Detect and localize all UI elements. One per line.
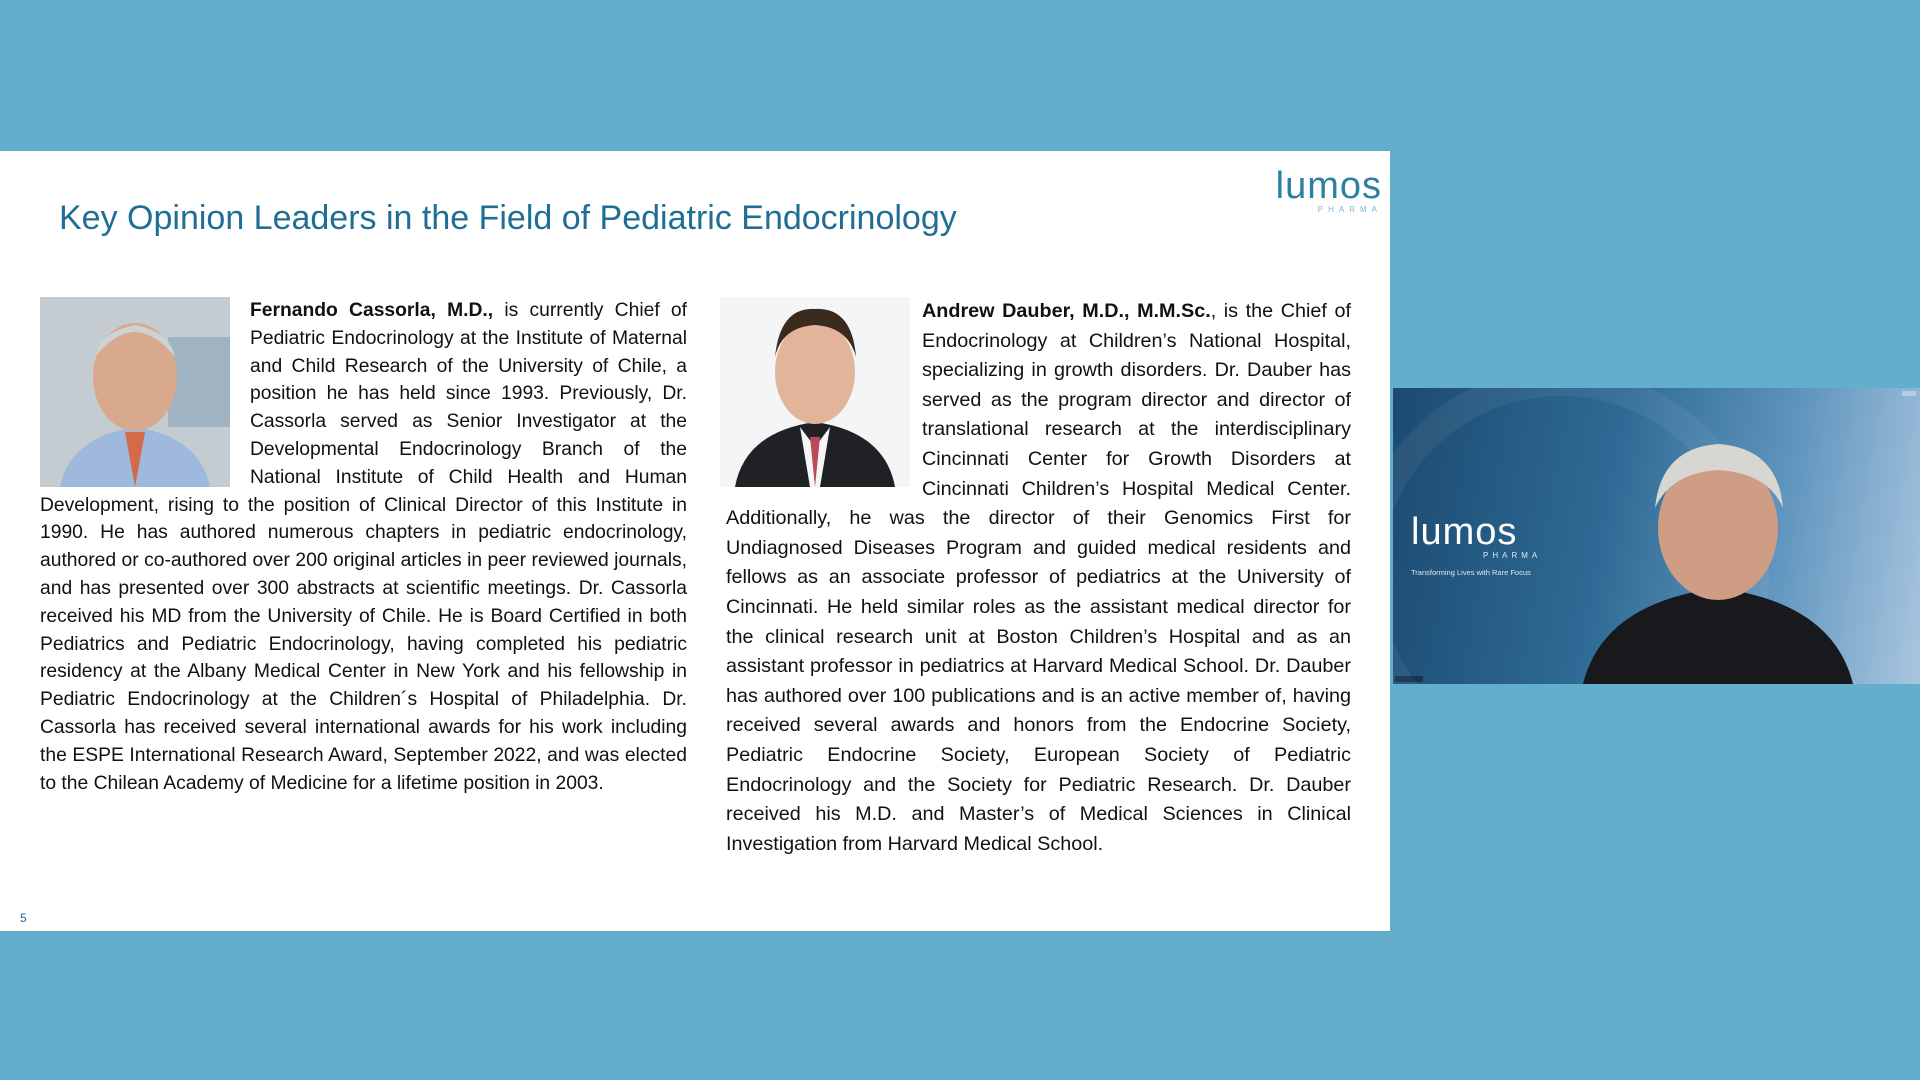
video-logo-sub: PHARMA [1483,551,1542,560]
lumos-logo [1276,167,1382,215]
dauber-name: Andrew Dauber, M.D., M.M.Sc. [922,300,1211,322]
dauber-bio-text: , is the Chief of Endocrinology at Children’s National Hospital, specializing in growth disorders. Dr. Dauber has served as the program director and director of translational research at the interdisciplinary Cincinnati Center for Growth Disorders at Cincinnati Children’s Hospital Medical Center. Additionally, he was the director of their Genomics First for Undiagnosed Diseases Program and guided medical residents and fellows as an associate professor of pediatrics at the University of Cincinnati. He held similar roles as the assistant medical director for the clinical research unit at Boston Children’s Hospital and as an assistant professor in pediatrics at Harvard Medical School. Dr. Dauber has authored over 100 publications and is an active member of, having received several awards and honors from the Endocrine Society, Pediatric Endocrine Society, European Society of Pediatric Endocrinology and the Society for Pediatric Research. Dr. Dauber received his M.D. and Master’s of Medical Sciences in Clinical Investigation from Harvard Medical School. [726,300,1351,855]
participant-name-tag [1395,676,1423,682]
video-logo [1411,513,1541,577]
speaker-avatar [1543,428,1893,684]
cassorla-photo [40,297,230,487]
logo-word: lumos [1275,165,1382,207]
page-number: 5 [20,911,27,925]
video-logo-word: lumos [1411,511,1518,553]
cassorla-bio-text: is currently Chief of Pediatric Endocrinology at the Institute of Maternal and Child Research of the University of Chile, a position he has held since 1993. Previously, Dr. Cassorla served as Senior Investigator at the Developmental Endocrinology Branch of the National Institute of Child Health and Human Development, rising to the position of Clinical Director of this Institute in 1990. He has authored numerous chapters in pediatric endocrinology, authored or co-authored over 200 original articles in peer reviewed journals, and has presented over 300 abstracts at scientific meetings. Dr. Cassorla received his MD from the University of Chile. He is Board Certified in both Pediatrics and Pediatric Endocrinology, having completed his pediatric residency at the Albany Medical Center in New York and his fellowship in Pediatric Endocrinology at the Children´s Hospital of Philadelphia. Dr. Cassorla has received several international awards for his work including the ESPE International Research Award, September 2022, and was elected to the Chilean Academy of Medicine for a lifetime position in 2003. [40,300,687,794]
bio-dauber [726,297,1351,859]
dauber-photo [720,297,910,487]
presentation-slide [0,151,1390,931]
speaker-video-tile[interactable] [1393,388,1920,684]
logo-sub: PHARMA [1317,205,1382,214]
cassorla-name: Fernando Cassorla, M.D., [250,300,494,321]
video-tagline: Transforming Lives with Rare Focus [1411,568,1531,577]
video-menu-icon[interactable] [1902,391,1916,396]
slide-title: Key Opinion Leaders in the Field of Pediatric Endocrinology [59,199,957,237]
bio-cassorla [40,297,687,797]
